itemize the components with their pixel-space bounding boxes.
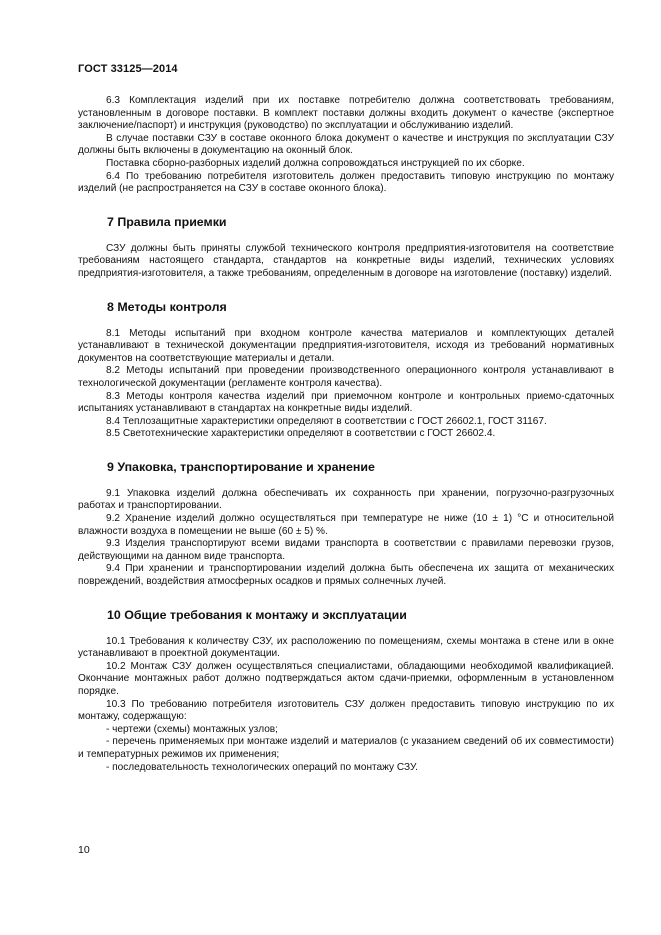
section-7-heading: 7 Правила приемки	[107, 214, 227, 229]
paragraph-6-3-assembly: Поставка сборно-разборных изделий должна сопровождаться инструкцией по их сборке.	[106, 157, 525, 169]
paragraph-7: СЗУ должны быть приняты службой технического контроля предприятия-изготовителя на соответствие требованиям настоящего стандарта, стандартов на конкретные виды изделий, технических условиях предприятия-изготовителя, а также требованиям, определенным в договоре на изготовление (поставку) изделий.	[78, 242, 614, 279]
list-item: - чертежи (схемы) монтажных узлов;	[106, 723, 278, 735]
paragraph-10-3: 10.3 По требованию потребителя изготовитель СЗУ должен предоставить типовую инструкцию по их монтажу, содержащую:	[78, 698, 614, 723]
paragraph-6-3-cont: В случае поставки СЗУ в составе оконного блока документ о качестве и инструкция по эксплуатации СЗУ должны быть включены в документацию на оконный блок.	[78, 132, 614, 157]
paragraph-9-1: 9.1 Упаковка изделий должна обеспечивать их сохранность при хранении, погрузочно-разгрузочных работах и транспортировании.	[78, 487, 614, 512]
section-9-heading: 9 Упаковка, транспортирование и хранение	[107, 459, 375, 474]
list-item: - перечень применяемых при монтаже изделий и материалов (с указанием сведений об их совместимости) и температурных режимов их применения;	[78, 736, 614, 760]
document-code-header: ГОСТ 33125—2014	[78, 63, 178, 75]
page-number: 10	[78, 844, 90, 856]
paragraph-10-2: 10.2 Монтаж СЗУ должен осуществляться специалистами, обладающими необходимой квалификацией. Окончание монтажных работ должно подтверждаться актом сдачи-приемки, оформленным в установленном порядке.	[78, 660, 614, 697]
list-item: - последовательность технологических операций по монтажу СЗУ.	[106, 761, 418, 773]
paragraph-8-1: 8.1 Методы испытаний при входном контроле качества материалов и комплектующих деталей устанавливают в технической документации предприятия-изготовителя, исходя из требований нормативных документов на соответствующие материалы и детали.	[78, 327, 614, 364]
paragraph-8-5: 8.5 Светотехнические характеристики определяют в соответствии с ГОСТ 26602.4.	[106, 428, 496, 440]
section-10-heading: 10 Общие требования к монтажу и эксплуатации	[107, 607, 407, 622]
paragraph-9-4: 9.4 При хранении и транспортировании изделий должна быть обеспечена их защита от механических повреждений, воздействия атмосферных осадков и прямых солнечных лучей.	[78, 563, 614, 588]
paragraph-6-3: 6.3 Комплектация изделий при их поставке потребителю должна соответствовать требованиям, установленным в договоре поставки. В комплект поставки должны входить документ о качестве (экспертное заключение/паспорт) и инструкция (руководство) по эксплуатации и обслуживанию изделий.	[78, 95, 614, 132]
paragraph-9-2: 9.2 Хранение изделий должно осуществляться при температуре не ниже (10 ± 1) °С и относительной влажности воздуха в помещении не выше (60 ± 5) %.	[78, 513, 614, 537]
paragraph-10-1: 10.1 Требования к количеству СЗУ, их расположению по помещениям, схемы монтажа в стене или в окне устанавливают в проектной документации.	[78, 635, 614, 660]
section-8-heading: 8 Методы контроля	[107, 299, 227, 314]
paragraph-8-2: 8.2 Методы испытаний при проведении производственного операционного контроля устанавливают в технологической документации (регламенте контроля качества).	[78, 365, 614, 389]
paragraph-8-4: 8.4 Теплозащитные характеристики определяют в соответствии с ГОСТ 26602.1, ГОСТ 31167.	[106, 415, 547, 427]
paragraph-9-3: 9.3 Изделия транспортируют всеми видами транспорта в соответствии с правилами перевозки грузов, действующими на данном виде транспорта.	[78, 538, 614, 562]
document-body	[78, 95, 614, 774]
paragraph-8-3: 8.3 Методы контроля качества изделий при приемочном контроле и контрольных приемо-сдаточных испытаниях устанавливают в стандартах на конкретные виды изделий.	[78, 390, 614, 415]
paragraph-6-4: 6.4 По требованию потребителя изготовитель должен предоставить типовую инструкцию по монтажу изделий (не распространяется на СЗУ в составе оконного блока).	[78, 170, 614, 195]
